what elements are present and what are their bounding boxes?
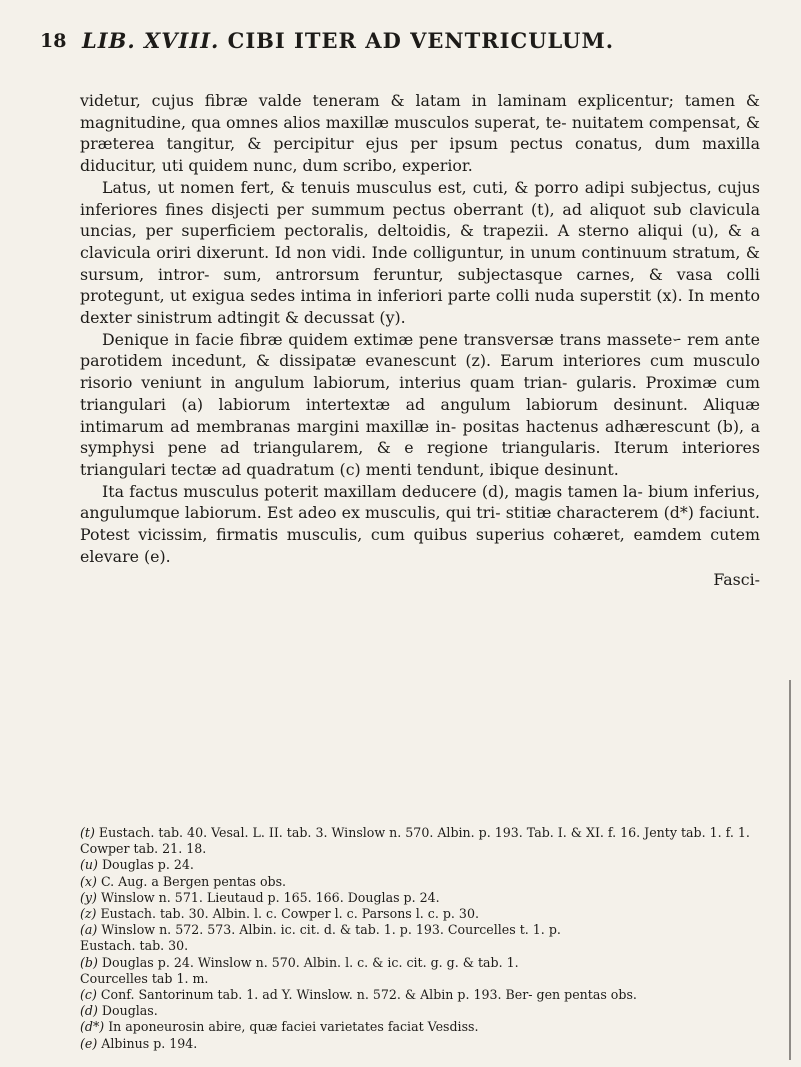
page-header: [40, 28, 780, 60]
footnote: (b) Douglas p. 24. Winslow n. 570. Albin. l. c. & ic. cit. g. g. & tab. 1.: [80, 954, 519, 970]
running-head: [82, 28, 614, 53]
footnote: (a) Winslow n. 572. 573. Albin. ic. cit. d. & tab. 1. p. 193. Courcelles t. 1. p.: [80, 922, 561, 938]
body-text: [80, 90, 760, 591]
catchword: Fasci-: [713, 570, 760, 590]
paragraph-1: videtur, cujus fibræ valde teneram & latam in laminam explicentur; tamen & magnitudine, qua omnes alios maxillæ musculos superat, te- nuitatem compensat, & præterea tangitur, & percipitur ejus per ipsum pectus conatus, dum maxilla diducitur, uti quidem nunc, dum scribo, experior.: [80, 91, 760, 176]
paragraph-4: Ita factus musculus poterit maxillam deducere (d), magis tamen la- bium inferius, angulumque labiorum. Est adeo ex musculis, qui tri- stitiæ characterem (d*) faciunt. Potest vicissim, firmatis musculis, cum quibus superius cohæret, eamdem cutem elevare (e).: [80, 481, 760, 566]
footnote: (c) Conf. Santorinum tab. 1. ad Y. Winslow. n. 572. & Albin p. 193. Ber- gen pentas obs.: [80, 987, 637, 1003]
running-head-book: LIB. XVIII.: [82, 28, 220, 53]
footnotes: [80, 825, 760, 1052]
footnote: Eustach. tab. 30.: [80, 938, 189, 954]
footnote: Courcelles tab 1. m.: [80, 970, 209, 986]
footnote: (y) Winslow n. 571. Lieutaud p. 165. 166. Douglas p. 24.: [80, 889, 440, 905]
paragraph-3: Denique in facie fibræ quidem extimæ pene transversæ trans masseteｰ rem ante parotidem incedunt, & dissipatæ evanescunt (z). Earum interiores cum musculo risorio veniunt in angulum labiorum, interius quam trian- gularis. Proximæ cum triangulari (a) labiorum intertextæ ad angulum labiorum desinunt. Aliquæ intimarum ad membranas margini maxillæ in- positas hactenus adhærescunt (b), a symphysi pene ad triangularem, & e regione triangularis. Iterum interiores triangulari tectæ ad quadratum (c) menti tendunt, ibique desinunt.: [80, 329, 760, 479]
footnote: (d) Douglas.: [80, 1003, 158, 1019]
paragraph-2: Latus, ut nomen fert, & tenuis musculus est, cuti, & porro adipi subjectus, cujus inferiores fines disjecti per summum pectus oberrant (t), ad aliquot sub clavicula uncias, per superficiem pectoralis, deltoidis, & trapezii. A sterno aliqui (u), & a clavicula oriri dixerunt. Id non vidi. Inde colliguntur, in unum continuum stratum, & sursum, intror- sum, antrorsum feruntur, subjectasque carnes, & vasa colli protegunt, ut exigua sedes intima in inferiori parte colli nuda superstit (x). In mento dexter sinistrum adtingit & decussat (y).: [80, 177, 760, 328]
footnote: (x) C. Aug. a Bergen pentas obs.: [80, 873, 287, 889]
page-edge-line: [789, 680, 791, 1060]
running-head-title: CIBI ITER AD VENTRICULUM.: [227, 28, 615, 53]
footnote: (t) Eustach. tab. 40. Vesal. L. II. tab. 3. Winslow n. 570. Albin. p. 193. Tab. I. & XI. f. 16. Jenty tab. 1. f. 1. Cowper tab. 21. 18.: [80, 825, 750, 857]
footnote: (d*) In aponeurosin abire, quæ faciei varietates faciat Vesdiss.: [80, 1019, 479, 1035]
footnote: (e) Albinus p. 194.: [80, 1035, 198, 1051]
page-number: 18: [40, 30, 67, 52]
footnote: (u) Douglas p. 24.: [80, 857, 194, 873]
footnote: (z) Eustach. tab. 30. Albin. l. c. Cowper l. c. Parsons l. c. p. 30.: [80, 906, 479, 922]
